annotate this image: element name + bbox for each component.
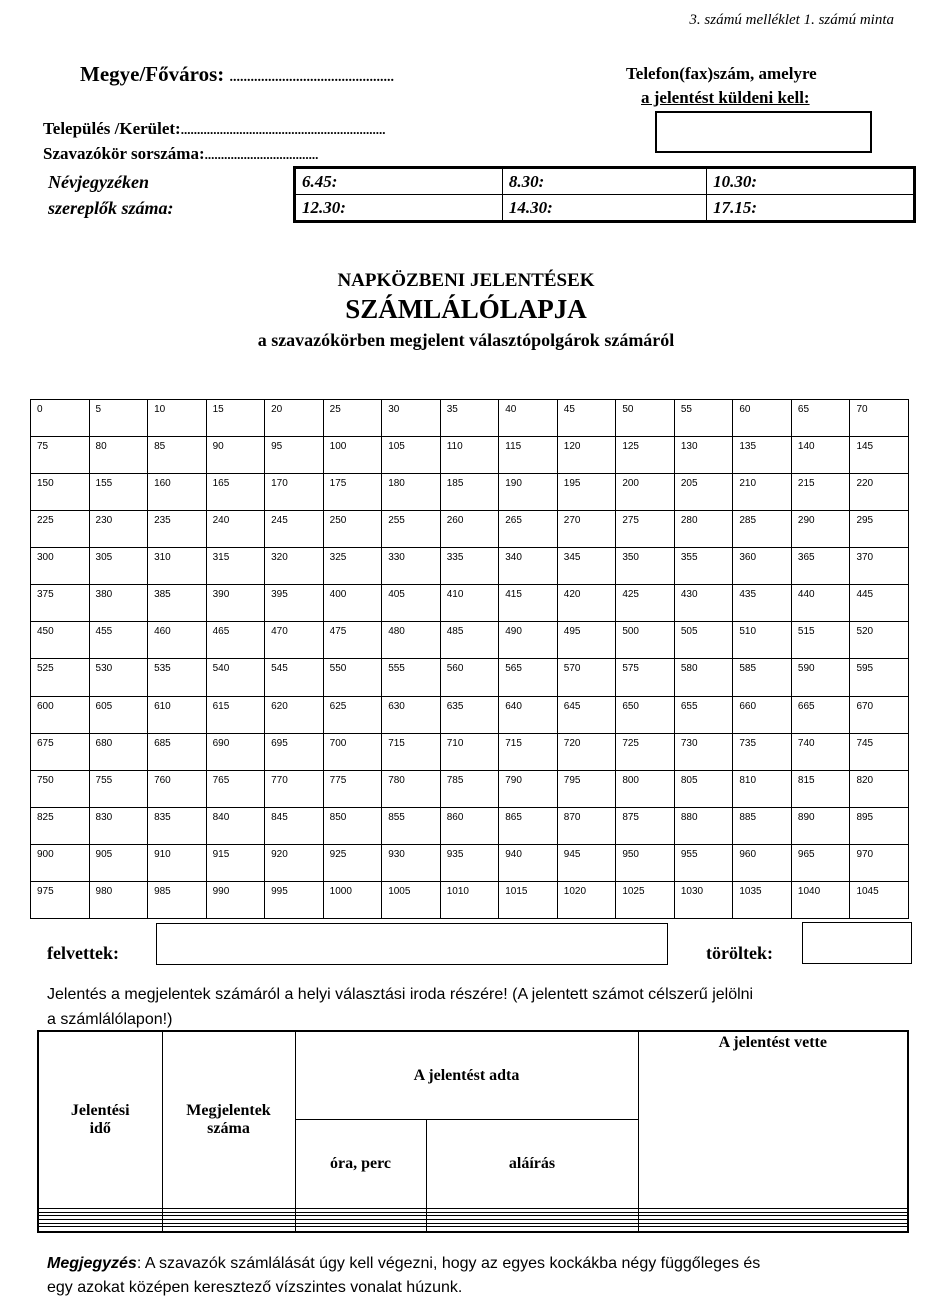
tally-cell[interactable]: 495 (557, 622, 616, 659)
tally-cell[interactable]: 980 (89, 881, 148, 918)
tally-cell[interactable]: 845 (265, 807, 324, 844)
report-cell[interactable] (162, 1227, 295, 1232)
tally-cell[interactable]: 915 (206, 844, 265, 881)
tally-cell[interactable]: 785 (440, 770, 499, 807)
tally-cell[interactable]: 460 (148, 622, 207, 659)
time-cell[interactable]: 12.30: (295, 195, 503, 222)
tally-cell[interactable]: 555 (382, 659, 441, 696)
tally-cell[interactable]: 15 (206, 400, 265, 437)
tally-cell[interactable]: 175 (323, 474, 382, 511)
tally-cell[interactable]: 95 (265, 437, 324, 474)
tally-cell[interactable]: 775 (323, 770, 382, 807)
tally-cell[interactable]: 115 (499, 437, 558, 474)
tally-cell[interactable]: 1000 (323, 881, 382, 918)
tally-row (31, 844, 909, 881)
tally-cell[interactable]: 975 (31, 881, 90, 918)
tally-cell[interactable]: 855 (382, 807, 441, 844)
tally-cell[interactable]: 380 (89, 585, 148, 622)
tally-cell[interactable]: 635 (440, 696, 499, 733)
tally-cell[interactable]: 195 (557, 474, 616, 511)
tally-row (31, 437, 909, 474)
tally-cell[interactable]: 715 (382, 733, 441, 770)
tally-cell[interactable]: 105 (382, 437, 441, 474)
tally-cell[interactable]: 680 (89, 733, 148, 770)
tally-cell[interactable]: 385 (148, 585, 207, 622)
tally-cell[interactable]: 415 (499, 585, 558, 622)
tally-cell[interactable]: 260 (440, 511, 499, 548)
time-cell[interactable]: 6.45: (295, 168, 503, 195)
tally-cell[interactable]: 320 (265, 548, 324, 585)
tally-cell[interactable]: 190 (499, 474, 558, 511)
report-header-time: Jelentési idő (38, 1031, 162, 1209)
tally-row (31, 770, 909, 807)
instruction-line2: a számlálólapon!) (47, 1011, 173, 1028)
tally-grid (30, 399, 909, 919)
tally-cell[interactable]: 450 (31, 622, 90, 659)
tally-cell[interactable]: 605 (89, 696, 148, 733)
tally-cell[interactable]: 55 (674, 400, 733, 437)
county-field[interactable]: ............................................... (229, 70, 394, 85)
tally-cell[interactable]: 760 (148, 770, 207, 807)
tally-cell[interactable]: 160 (148, 474, 207, 511)
tally-cell[interactable]: 585 (733, 659, 792, 696)
tally-cell[interactable]: 345 (557, 548, 616, 585)
tally-cell[interactable]: 685 (148, 733, 207, 770)
report-row (38, 1227, 908, 1232)
tally-cell[interactable]: 465 (206, 622, 265, 659)
tally-cell[interactable]: 995 (265, 881, 324, 918)
tally-cell[interactable]: 530 (89, 659, 148, 696)
report-header-signature: aláírás (426, 1120, 638, 1209)
report-header-count: Megjelentek száma (162, 1031, 295, 1209)
tally-cell[interactable]: 700 (323, 733, 382, 770)
tally-cell[interactable]: 745 (850, 733, 909, 770)
tally-row (31, 622, 909, 659)
tally-cell[interactable]: 725 (616, 733, 675, 770)
tally-cell[interactable]: 90 (206, 437, 265, 474)
tally-cell[interactable]: 480 (382, 622, 441, 659)
tally-cell[interactable]: 715 (499, 733, 558, 770)
tally-cell[interactable]: 620 (265, 696, 324, 733)
tally-cell[interactable]: 70 (850, 400, 909, 437)
report-cell[interactable] (38, 1227, 162, 1232)
tally-cell[interactable]: 930 (382, 844, 441, 881)
tally-cell[interactable]: 1030 (674, 881, 733, 918)
tally-cell[interactable]: 840 (206, 807, 265, 844)
tally-cell[interactable]: 935 (440, 844, 499, 881)
tally-cell[interactable]: 595 (850, 659, 909, 696)
tally-cell[interactable]: 180 (382, 474, 441, 511)
tally-cell[interactable]: 275 (616, 511, 675, 548)
tally-cell[interactable]: 660 (733, 696, 792, 733)
tally-cell[interactable]: 255 (382, 511, 441, 548)
tally-row (31, 400, 909, 437)
tally-cell[interactable]: 535 (148, 659, 207, 696)
tally-cell[interactable]: 650 (616, 696, 675, 733)
tally-cell[interactable]: 670 (850, 696, 909, 733)
tally-cell[interactable]: 435 (733, 585, 792, 622)
tally-row (31, 659, 909, 696)
tally-cell[interactable]: 895 (850, 807, 909, 844)
tally-cell[interactable]: 60 (733, 400, 792, 437)
report-cell[interactable] (295, 1227, 426, 1232)
tally-cell[interactable]: 510 (733, 622, 792, 659)
tally-cell[interactable]: 235 (148, 511, 207, 548)
tally-cell[interactable]: 800 (616, 770, 675, 807)
tally-cell[interactable]: 565 (499, 659, 558, 696)
tally-cell[interactable]: 810 (733, 770, 792, 807)
tally-cell[interactable]: 770 (265, 770, 324, 807)
tally-cell[interactable]: 910 (148, 844, 207, 881)
tally-cell[interactable]: 950 (616, 844, 675, 881)
tally-cell[interactable]: 965 (791, 844, 850, 881)
tally-cell[interactable]: 155 (89, 474, 148, 511)
tally-cell[interactable]: 325 (323, 548, 382, 585)
tally-cell[interactable]: 990 (206, 881, 265, 918)
tally-cell[interactable]: 65 (791, 400, 850, 437)
time-cell[interactable]: 17.15: (707, 195, 915, 222)
tally-cell[interactable]: 755 (89, 770, 148, 807)
tally-cell[interactable]: 315 (206, 548, 265, 585)
tally-cell[interactable]: 780 (382, 770, 441, 807)
tally-cell[interactable]: 960 (733, 844, 792, 881)
tally-cell[interactable]: 295 (850, 511, 909, 548)
tally-cell[interactable]: 100 (323, 437, 382, 474)
tally-cell[interactable]: 305 (89, 548, 148, 585)
doc-title-line1: NAPKÖZBENI JELENTÉSEK (337, 270, 595, 291)
tally-cell[interactable]: 870 (557, 807, 616, 844)
tally-cell[interactable]: 330 (382, 548, 441, 585)
tally-cell[interactable]: 925 (323, 844, 382, 881)
tally-cell[interactable]: 610 (148, 696, 207, 733)
tally-cell[interactable]: 640 (499, 696, 558, 733)
tally-cell[interactable]: 695 (265, 733, 324, 770)
phone-input-box[interactable] (655, 111, 872, 153)
tally-cell[interactable]: 335 (440, 548, 499, 585)
tally-cell[interactable]: 625 (323, 696, 382, 733)
tally-cell[interactable]: 85 (148, 437, 207, 474)
doc-title-line2: SZÁMLÁLÓLAPJA (345, 294, 587, 324)
tally-cell[interactable]: 185 (440, 474, 499, 511)
tally-cell[interactable]: 550 (323, 659, 382, 696)
tally-cell[interactable]: 805 (674, 770, 733, 807)
tally-cell[interactable]: 690 (206, 733, 265, 770)
tally-cell[interactable]: 360 (733, 548, 792, 585)
tally-cell[interactable]: 830 (89, 807, 148, 844)
tally-cell[interactable]: 200 (616, 474, 675, 511)
tally-cell[interactable]: 50 (616, 400, 675, 437)
tally-cell[interactable]: 215 (791, 474, 850, 511)
tally-cell[interactable]: 790 (499, 770, 558, 807)
tally-cell[interactable]: 730 (674, 733, 733, 770)
district-number-label: Szavazókör sorszáma:................................... (43, 144, 319, 163)
tally-cell[interactable]: 600 (31, 696, 90, 733)
tally-cell[interactable]: 765 (206, 770, 265, 807)
tally-cell[interactable]: 570 (557, 659, 616, 696)
tally-cell[interactable]: 470 (265, 622, 324, 659)
tally-cell[interactable]: 205 (674, 474, 733, 511)
tally-cell[interactable]: 875 (616, 807, 675, 844)
tally-cell[interactable]: 150 (31, 474, 90, 511)
report-header-received: A jelentést vette (638, 1031, 908, 1209)
tally-cell[interactable]: 45 (557, 400, 616, 437)
tally-cell[interactable]: 500 (616, 622, 675, 659)
tally-cell[interactable]: 880 (674, 807, 733, 844)
tally-cell[interactable]: 720 (557, 733, 616, 770)
tally-row (31, 548, 909, 585)
tally-cell[interactable]: 10 (148, 400, 207, 437)
tally-cell[interactable]: 1025 (616, 881, 675, 918)
tally-cell[interactable]: 920 (265, 844, 324, 881)
tally-cell[interactable]: 900 (31, 844, 90, 881)
tally-cell[interactable]: 30 (382, 400, 441, 437)
tally-cell[interactable]: 35 (440, 400, 499, 437)
tally-cell[interactable]: 985 (148, 881, 207, 918)
time-cell[interactable]: 10.30: (707, 168, 915, 195)
tally-cell[interactable]: 210 (733, 474, 792, 511)
tally-cell[interactable]: 860 (440, 807, 499, 844)
tally-cell[interactable]: 230 (89, 511, 148, 548)
tally-cell[interactable]: 350 (616, 548, 675, 585)
tally-cell[interactable]: 825 (31, 807, 90, 844)
tally-cell[interactable]: 340 (499, 548, 558, 585)
tally-cell[interactable]: 485 (440, 622, 499, 659)
tally-cell[interactable]: 405 (382, 585, 441, 622)
tally-cell[interactable]: 400 (323, 585, 382, 622)
doc-subtitle: a szavazókörben megjelent választópolgárok számáról (257, 330, 675, 350)
annex-note: 3. számú melléklet 1. számú minta (689, 12, 894, 28)
recorded-label: felvettek: (47, 943, 119, 963)
tally-cell[interactable]: 740 (791, 733, 850, 770)
tally-cell[interactable]: 245 (265, 511, 324, 548)
registered-count-label-line2: szereplők száma: (48, 198, 174, 218)
tally-cell[interactable]: 265 (499, 511, 558, 548)
deleted-input-box[interactable] (802, 922, 912, 964)
tally-cell[interactable]: 445 (850, 585, 909, 622)
tally-cell[interactable]: 120 (557, 437, 616, 474)
tally-cell[interactable]: 425 (616, 585, 675, 622)
tally-row (31, 733, 909, 770)
tally-cell[interactable]: 365 (791, 548, 850, 585)
tally-cell[interactable]: 645 (557, 696, 616, 733)
tally-cell[interactable]: 850 (323, 807, 382, 844)
tally-cell[interactable]: 220 (850, 474, 909, 511)
tally-cell[interactable]: 240 (206, 511, 265, 548)
tally-cell[interactable]: 890 (791, 807, 850, 844)
tally-cell[interactable]: 5 (89, 400, 148, 437)
tally-cell[interactable]: 20 (265, 400, 324, 437)
report-header-given: A jelentést adta (295, 1031, 638, 1120)
tally-cell[interactable]: 1040 (791, 881, 850, 918)
tally-row (31, 511, 909, 548)
tally-cell[interactable]: 80 (89, 437, 148, 474)
tally-cell[interactable]: 970 (850, 844, 909, 881)
tally-cell[interactable]: 545 (265, 659, 324, 696)
tally-cell[interactable]: 110 (440, 437, 499, 474)
tally-cell[interactable]: 125 (616, 437, 675, 474)
remark-line1: Megjegyzés: A szavazók számlálását úgy kell végezni, hogy az egyes kockákba négy függőleges és (47, 1255, 761, 1272)
tally-cell[interactable]: 820 (850, 770, 909, 807)
remark-line2: egy azokat középen keresztező vízszintes vonalat húzunk. (47, 1279, 463, 1296)
tally-cell[interactable]: 665 (791, 696, 850, 733)
registered-times-table (293, 166, 916, 223)
tally-cell[interactable]: 750 (31, 770, 90, 807)
report-header-hour-minute: óra, perc (295, 1120, 426, 1209)
tally-row (31, 585, 909, 622)
tally-cell[interactable]: 440 (791, 585, 850, 622)
tally-cell[interactable]: 375 (31, 585, 90, 622)
tally-cell[interactable]: 395 (265, 585, 324, 622)
tally-cell[interactable]: 370 (850, 548, 909, 585)
tally-cell[interactable]: 630 (382, 696, 441, 733)
tally-cell[interactable]: 525 (31, 659, 90, 696)
tally-cell[interactable]: 795 (557, 770, 616, 807)
tally-cell[interactable]: 410 (440, 585, 499, 622)
tally-cell[interactable]: 390 (206, 585, 265, 622)
recorded-input-box[interactable] (156, 923, 668, 965)
tally-cell[interactable]: 1020 (557, 881, 616, 918)
tally-cell[interactable]: 735 (733, 733, 792, 770)
time-cell[interactable]: 14.30: (502, 195, 706, 222)
tally-cell[interactable]: 75 (31, 437, 90, 474)
settlement-field[interactable]: ............................................................... (180, 122, 386, 137)
report-cell[interactable] (638, 1227, 908, 1232)
tally-cell[interactable]: 580 (674, 659, 733, 696)
tally-cell[interactable]: 1035 (733, 881, 792, 918)
tally-cell[interactable]: 575 (616, 659, 675, 696)
tally-cell[interactable]: 135 (733, 437, 792, 474)
tally-cell[interactable]: 165 (206, 474, 265, 511)
time-cell[interactable]: 8.30: (502, 168, 706, 195)
tally-cell[interactable]: 225 (31, 511, 90, 548)
tally-cell[interactable]: 515 (791, 622, 850, 659)
tally-cell[interactable]: 270 (557, 511, 616, 548)
tally-cell[interactable]: 1015 (499, 881, 558, 918)
tally-cell[interactable]: 540 (206, 659, 265, 696)
tally-cell[interactable]: 300 (31, 548, 90, 585)
tally-cell[interactable]: 420 (557, 585, 616, 622)
tally-cell[interactable]: 940 (499, 844, 558, 881)
tally-cell[interactable]: 355 (674, 548, 733, 585)
tally-cell[interactable]: 560 (440, 659, 499, 696)
deleted-label: töröltek: (706, 943, 773, 963)
tally-cell[interactable]: 0 (31, 400, 90, 437)
tally-cell[interactable]: 310 (148, 548, 207, 585)
tally-row (31, 807, 909, 844)
district-number-field[interactable]: ................................... (204, 147, 319, 162)
tally-cell[interactable]: 40 (499, 400, 558, 437)
tally-row (31, 474, 909, 511)
settlement-label: Település /Kerület:............................................................... (43, 119, 386, 138)
tally-cell[interactable]: 25 (323, 400, 382, 437)
tally-cell[interactable]: 945 (557, 844, 616, 881)
registered-count-label-line1: Névjegyzéken (48, 172, 149, 192)
tally-cell[interactable]: 615 (206, 696, 265, 733)
report-table (37, 1030, 909, 1233)
tally-cell[interactable]: 170 (265, 474, 324, 511)
tally-cell[interactable]: 145 (850, 437, 909, 474)
tally-cell[interactable]: 835 (148, 807, 207, 844)
county-label: Megye/Főváros: ............................................... (80, 62, 394, 86)
tally-cell[interactable]: 885 (733, 807, 792, 844)
tally-cell[interactable]: 280 (674, 511, 733, 548)
tally-cell[interactable]: 865 (499, 807, 558, 844)
tally-cell[interactable]: 140 (791, 437, 850, 474)
tally-cell[interactable]: 250 (323, 511, 382, 548)
tally-cell[interactable]: 710 (440, 733, 499, 770)
tally-cell[interactable]: 475 (323, 622, 382, 659)
tally-cell[interactable]: 905 (89, 844, 148, 881)
tally-cell[interactable]: 955 (674, 844, 733, 881)
tally-cell[interactable]: 1005 (382, 881, 441, 918)
tally-cell[interactable]: 1045 (850, 881, 909, 918)
tally-cell[interactable]: 505 (674, 622, 733, 659)
report-cell[interactable] (426, 1227, 638, 1232)
tally-row (31, 696, 909, 733)
tally-cell[interactable]: 285 (733, 511, 792, 548)
instruction-line1: Jelentés a megjelentek számáról a helyi választási iroda részére! (A jelentett számot célszerű jelölni (47, 986, 754, 1003)
phone-label-line1: Telefon(fax)szám, amelyre (626, 64, 817, 83)
tally-cell[interactable]: 490 (499, 622, 558, 659)
tally-cell[interactable]: 815 (791, 770, 850, 807)
tally-cell[interactable]: 290 (791, 511, 850, 548)
tally-cell[interactable]: 455 (89, 622, 148, 659)
tally-cell[interactable]: 590 (791, 659, 850, 696)
tally-cell[interactable]: 430 (674, 585, 733, 622)
phone-label-line2: a jelentést küldeni kell: (641, 88, 810, 107)
tally-cell[interactable]: 1010 (440, 881, 499, 918)
tally-row (31, 881, 909, 918)
tally-cell[interactable]: 655 (674, 696, 733, 733)
tally-cell[interactable]: 130 (674, 437, 733, 474)
tally-cell[interactable]: 520 (850, 622, 909, 659)
tally-cell[interactable]: 675 (31, 733, 90, 770)
